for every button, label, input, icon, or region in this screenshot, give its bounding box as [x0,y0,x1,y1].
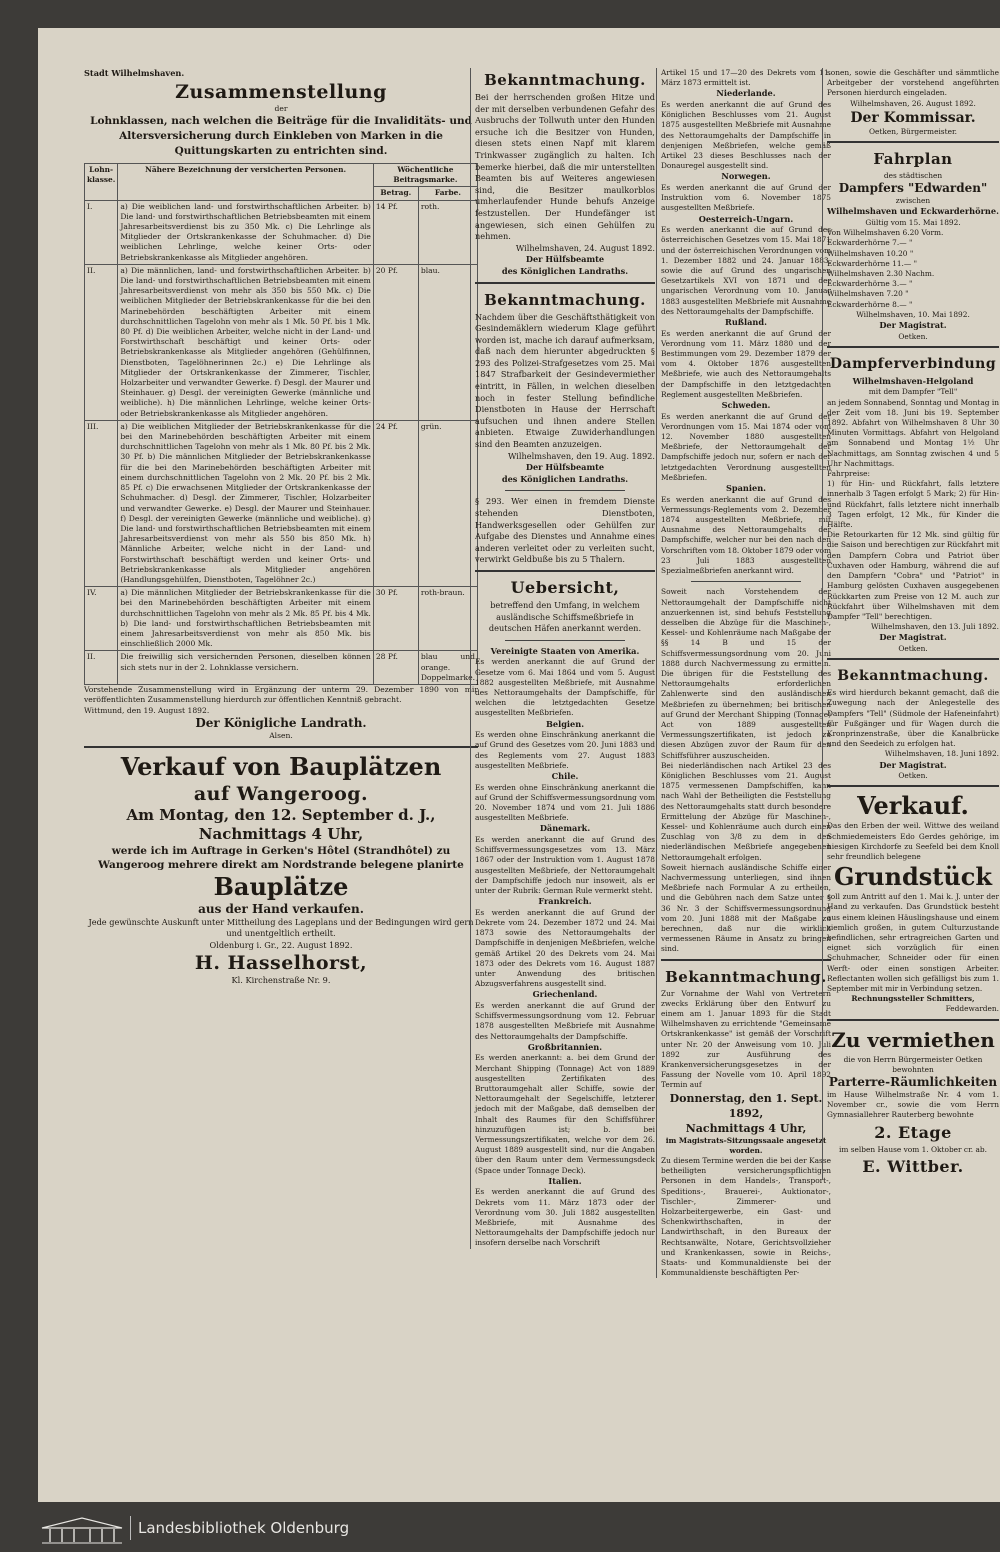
sale-time: Nachmittags 4 Uhr, [198,824,364,843]
nl-title: Niederlande. [716,88,776,99]
fp-from: Von Wilhelmshaven [827,228,901,238]
fp-from: Eckwarderhörne [827,258,890,268]
fp-time: 6.20 Vorm. [902,228,944,238]
b2-date: Wilhelmshaven, den 19. Aug. 1892. [508,450,655,461]
fp-time: 11.— " [892,258,918,268]
overview-subtitle: betreffend den Umfang, in welchem ausländische Schiffsmeßbriefe in deutschen Häfen anerkannt werden. [488,599,642,634]
column-4 [822,68,999,1179]
row-betrag: 28 Pf. [373,651,418,685]
divider [475,570,655,572]
dv-fares-head: Fahrpreise: [827,469,870,479]
p1-text: Soweit nach Vorstehendem der Nettoraumgehalt der Dampfschiffe nicht anzuerkennen ist, sind behufs Feststellung desselben die Abzüge für die Maschinen-, Kessel- und Kohlenräume nach Maßgabe der §§ 14 B und 15 der Schiffsvermessungsordnung vom 20. Juni 1888 durch Nachvermessung zu ermitteln. Die übrigen für die Feststellung des Nettoraumgehalts erforderlichen Zahlenwerte sind den ausländischen Meßbriefen zu übernehmen; bei britischen auf Grund der Merchant Shipping (Tonnage) Act von 1889 ausgestellten Vermessungszertifikaten, ist jedoch zu diesen Abzügen zuvor der Raum für den Schiffsführer auszuscheiden. [661,587,831,760]
kommissar-name: Oetken, Bürgermeister. [868,126,958,136]
th-farbe: Farbe. [418,187,477,200]
library-building-icon [40,1516,124,1544]
library-name[interactable]: Landesbibliothek Oldenburg [138,1519,350,1537]
sale-title: Verkauf von Bauplätzen [120,751,442,781]
fp-from: Eckwarderhörne [827,238,890,248]
notice-intro: Lohnklassen, nach welchen die Beiträge für die Invaliditäts- und Altersversicherung durch Einkleben von Marken in die Quittungskarten zu entrichten sind. [90,115,472,157]
b3-date: Donnerstag, den 1. Sept. 1892, [669,1091,823,1120]
divider [827,785,999,787]
row-klasse: II. [85,264,118,420]
da-title: Dänemark. [539,823,591,834]
dv-fares: 1) für Hin- und Rückfahrt, falls letztere innerhalb 3 Tagen erfolgt 5 Mark; 2) für Hin- und Rückfahrt, falls letztere nicht innerhalb 3 Tagen erfolgt, 12 Mk., für Kinder die Hälfte. [827,479,999,530]
b1-sign2: des Königlichen Landraths. [501,265,629,276]
dv-ship: mit dem Dampfer "Tell" [868,387,958,397]
row-text: a) Die männlichen Mitglieder der Betriebskrankenkasse für die bei den Marinebehörden beschäftigten Arbeiter mit einem durchschnittlichen Tagelohn von mehr als 2 Mk. 85 Pf. bis 4 Mk. b) Die land- und forstwirthschaftlichen Betriebsbeamten mit einem Jahresarbeitsverdienst von mehr als 850 Mk. bis einschließlich 2000 Mk. [118,587,374,651]
column-1 [84,68,478,987]
divider [827,658,999,660]
b1-title: Bekanntmachung. [484,71,646,89]
b2-paragraph: § 293. Wer einen in fremdem Dienste stehenden Dienstboten, Handwerksgesellen oder Gehülfen zur Aufgabe des Dienstes und Annahme eines anderen verleitet oder zu verleiten sucht, verwirkt Geldbuße bis zu 5 Thalern. [475,496,655,565]
sale-info: Jede gewünschte Auskunft unter Mittheilung des Lageplans und der Bedingungen wird gern und unentgeltlich ertheilt. [88,916,474,939]
b2-text: Nachdem über die Geschäftsthätigkeit von Gesindemäklern wiederum Klage geführt worden ist, mache ich darauf aufmerksam, daß nach dem hierunter abgedruckten § 293 des Polizei-Strafgesetzes vom 25. Mai 1847 Strafbarkeit der Gesindevermiether eintritt, in Fällen, in welchen dieselben noch in fester Stellung befindliche Dienstboten in Hause der Herrschaft aufsuchen und ihnen andere Stellen anbieten. Etwaige Zuwiderhandlungen sind den Beamten anzuzeigen. [475,311,655,450]
divider [84,746,478,748]
fp-from: Eckwarderhörne [827,299,890,309]
b3-title: Bekanntmachung. [665,967,827,986]
sale-subtitle: auf Wangeroog. [193,782,369,805]
b4-text: Es wird hierdurch bekannt gemacht, daß die Zuwegung nach der Anlegestelle des Dampfers "Tell" (Südmole der Hafeneinfahrt) für Fußgänger und für Wagen durch die Kronprinzenstraße, über die Kanalbrücke und den Seedeich zu erfolgen hat. [827,688,999,749]
th-beitrag: Wöchentliche Beitragsmarke. [373,164,477,187]
row-text: a) Die weiblichen land- und forstwirthschaftlichen Arbeiter. b) Die land- und forstwirthschaftlichen Betriebsbeamten mit einem Jahresarbeitsverdienst bis zu 350 Mk. c) Die Lehrlinge als Mitglieder der Ortskrankenkasse der Schuhmacher. d) Die weiblichen Lehrlinge, welche keiner Orts- oder Betriebskrankenkasse als Mitglieder angehören. [118,200,374,264]
notice-title: Zusammenstellung [175,80,387,103]
fp-sub: des städtischen [883,171,943,181]
p2-text: Bei niederländischen nach Artikel 23 des Königlichen Beschlusses vom 21. August 1875 vermessenen Dampfschiffen, kann nach Wahl der Betheiligten die Feststellung des Nettoraumgehalts statt durch besondere Ermittelung der Abzüge für Maschinen-, Kessel- und Kohlenräume auch durch einen Zuschlag von 3/8 zu dem in den niederländischen Meßbriefe angegebenen Nettoraumgehalt erfolgen. [661,760,831,862]
it-title: Italien. [548,1175,582,1186]
b2-sign1: Der Hülfsbeamte [525,462,605,473]
gb-text: Es werden anerkannt: a. bei dem Grund der Merchant Shipping (Tonnage) Act von 1889 ausgestellten Zertifikaten des Bruttoraumgehalt aller Schiffe, sowie der Nettoraumgehalt der Segelschiffe, letzterer jedoch mit der Maßgabe, daß demselben der Inhalt des Raumes für den Schiffsführer hinzuzufügen ist; b. bei Vermessungszertifikaten, welche vor dem 26. August 1889 ausgestellt sind, nur die Angaben über den Raum unter dem Vermessungsdeck (Space under Tonnage Deck). [475,1053,655,1175]
fp-between: zwischen [895,196,931,206]
b3-place: im Magistrats-Sitzungssaale angesetzt worden. [665,1135,827,1155]
fp-time: 3.— " [892,279,913,289]
vm-text: im Hause Wilhelmstraße Nr. 4 vom 1. November cr., sowie die vom Herrn Gymnasiallehrer Rauterberg bewohnte [827,1089,999,1120]
be-title: Belgien. [545,718,585,729]
dv-date: Wilhelmshaven, den 13. Juli 1892. [871,622,999,632]
be-text: Es werden ohne Einschränkung anerkannt die auf Grund des Gesetzes vom 20. Juni 1883 und des Reglements vom 27. August 1883 ausgestellten Meßbriefe. [475,730,655,770]
footer-bar [0,1502,1000,1552]
table-row [85,264,478,420]
list-item [827,279,999,289]
row-farbe: roth-braun. [418,587,477,651]
th-betrag: Betrag. [373,187,418,200]
list-item [827,249,999,259]
footer-separator [130,1516,131,1540]
divider [505,490,625,491]
table-row [85,651,478,685]
b4-title: Bekanntmachung. [837,668,989,685]
vk-title: Verkauf. [857,791,969,821]
ch-title: Chile. [551,770,579,781]
c3-top-text: Artikel 15 und 17—20 des Dekrets vom 11. März 1873 ermittelt ist. [661,68,831,88]
us-title: Vereinigte Staaten von Amerika. [490,645,640,656]
vk-place: Feddewarden. [945,1004,999,1014]
dv-text: an jedem Sonnabend, Sonntag und Montag in der Zeit vom 18. Juni bis 19. September 1892. Abfahrt von Wilhelmshaven 8 Uhr 30 Minuten Vormittags. Abfahrt von Helgoland am Sonnabend und Montag 1½ Uhr Nachmittags, am Sonntag zwischen 4 und 5 Uhr Nachmittags. [827,397,999,468]
fp-route: Wilhelmshaven und Eckwarderhörne. [827,206,999,217]
kommissar: Der Kommissar. [850,109,976,126]
es-text: Es werden anerkannt die auf Grund des Vermessungs-Reglements vom 2. Dezember 1874 ausgestellten Meßbriefe, mit Ausnahme des Nettoraumgehalts der Dampfschiffe, welcher nur bei den nach den Vorschriften vom 18. Oktober 1879 oder vom 23 Juli 1883 ausgestellten Spezialmeßbriefen anerkannt wird. [661,494,831,576]
divider [691,581,801,582]
fp-name: Oetken. [898,331,928,341]
list-item [827,300,999,310]
b2-sign2: des Königlichen Landraths. [501,473,629,484]
b3-text: Zur Vornahme der Wahl von Vertretern zwecks Erklärung über den Entwurf zu einem am 1. Januar 1893 für die Stadt Wilhelmshaven zu errichtende "Gemeinsame Ortskrankenkasse" ist gemäß der Vorschrift unter Nr. 20 der Anweisung vom 10. Juli 1892 zur Ausführung des Krankenversicherungsgesetzes in der Fassung der Novelle vom 10. April 1892 Termin auf [661,988,831,1090]
vk-text: Das den Erben der weil. Wittwe des weiland Schmiedemeisters Edo Gerdes gehörige, im hiesigen Kirchdorfe zu Seefeld bei dem Knoll sehr freundlich belegene [827,821,999,861]
der-label: der [274,103,288,113]
fp-valid: Gültig vom 15. Mai 1892. [865,218,961,228]
b1-text: Bei der herrschenden großen Hitze und der mit derselben verbundenen Gefahr des Ausbruchs der Tollwuth unter den Hunden ersuche ich die Besitzer von Hunden, diesen stets einen Napf mit klarem Trinkwasser zugänglich zu halten. Ich bemerke hierbei, daß die mir unterstellten Beamten bis auf Weiteres angewiesen sind, die Besitzer maulkorblos umherlaufender Hunde behufs Anzeige festzustellen. Der Hundefänger ist angewiesen, sich einen Gehülfen zu nehmen. [475,92,655,242]
fp-from: Wilhelmshaven [827,269,884,279]
it-text: Es werden anerkannt die auf Grund des Dekrets vom 11. März 1873 oder der Verordnung vom 30. Juli 1882 ausgestellten Meßbriefe, mit Ausnahme des Nettoraumgehalts der Dampfschiffe jedoch nur insofern derselbe nach Vorschrift [475,1187,655,1248]
th-bezeichnung: Nähere Bezeichnung der versicherten Personen. [118,164,374,201]
b4-name: Oetken. [898,771,928,781]
fp-date: Wilhelmshaven, 10. Mai 1892. [856,309,970,319]
sale-date: Am Montag, den 12. September d. J., [126,805,436,824]
ru-text: Es werden anerkannt die auf Grund der Verordnung vom 11. März 1880 und der Bestimmungen vom 29. Dezember 1879 der vom 4. Oktober 1876 ausgestellten Meßbriefe, wie auch des Nettoraumgehalts der Dampfschiffe in den letztgedachten Reglement ausgestellten Meßbriefen. [661,328,831,399]
no-title: Norwegen. [721,171,771,182]
vm-name: E. Wittber. [862,1156,964,1176]
sale-address: Kl. Kirchenstraße Nr. 9. [231,975,331,986]
b2-title: Bekanntmachung. [484,290,646,309]
b1-date: Wilhelmshaven, 24. August 1892. [515,242,655,253]
vk-item: Grundstück [833,862,993,892]
row-klasse: III. [85,420,118,586]
sale-place-date: Oldenburg i. Gr., 22. August 1892. [209,939,353,950]
nl-text: Es werden anerkannt die auf Grund des Königlichen Beschlusses vom 21. August 1875 ausgestellten Meßbriefe mit Ausnahme des Nettoraumgehalts der Dampfschiffe in denjenigen Meßbriefen, welche gemäß Artikel 23 dieses Beschlusses nach der Donauregel ausgestellt sind. [661,100,831,171]
closing-date: Wittmund, den 19. August 1892. [84,705,210,715]
row-text: Die freiwillig sich versichernden Personen, dieselben können sich stets nur in der 2. Lohnklasse versichern. [118,651,374,685]
fp-time: 7.20 " [886,289,909,299]
city-label: Stadt Wilhelmshaven. [84,68,185,78]
row-text: a) Die männlichen, land- und forstwirthschaftlichen Arbeiter. b) Die land- und forstwirthschaftlichen Betriebsbeamten mit einem Jahresarbeitsverdienst von mehr als 350 bis 550 Mk. c) Die weiblichen Mitglieder der Betriebskrankenkasse für die bei den Marinebehörden beschäftigten Arbeiter mit einem durchschnittlichen Tagelohn von mehr als 1 Mk. 50 Pf. bis 1 Mk. 80 Pf. d) Die weiblichen Arbeiter, welche nicht in der Land- und Forstwirthschaft beschäftigt und keiner Orts- oder Betriebskrankenkasse als Mitglieder angehören (Gehülfinnen, Dienstboten, Tagelöhnerinnen 2c.) e) Die Lehrlinge als Mitglieder der Ortskrankenkasse der Zimmerer, Tischler, Holzarbeiter und verwandter Gewerke. f) Desgl. der Maurer und Steinhauer. g) Desgl. der vereinigten Gewerke (männliche und weibliche). h) Die männlichen Lehrlinge, welche keiner Orts- oder Betriebskrankenkasse als Mitglieder angehören. [118,264,374,420]
c4-top-text: sonen, sowie die Geschäfter und sämmtliche Arbeitgeber der vorstehend angeführten Personen hierdurch eingeladen. [827,68,999,98]
row-farbe: grün. [418,420,477,586]
da-text: Es werden anerkannt die auf Grund des Schiffsvermessungsgesetzes vom 13. März 1867 oder der Instruktion vom 1. August 1878 ausgestellten Meßbriefe, der Nettoraumgehalt der Dampfschiffe jedoch nur insoweit, als er unter der Rubrik: German Rule vermerkt steht. [475,834,655,895]
row-betrag: 24 Pf. [373,420,418,586]
row-klasse: II. [85,651,118,685]
fp-sign: Der Magistrat. [879,320,947,331]
row-klasse: IV. [85,587,118,651]
vk-more: soll zum Antritt auf den 1. Mai k. J. unter der Hand zu verkaufen. Das Grundstück besteht aus einem kleinen Häuslingshause und einem ziemlich großen, in gutem Culturzustande befindlichen, sehr ertragreichen Garten und eignet sich vorzüglich für einen Schuhmacher, Schneider oder für einen Werft- oder einen sonstigen Arbeiter. Reflectanten wollen sich gefälligst bis zum 1. September mit mir in Verbindung setzen. [827,892,999,993]
b4-sign: Der Magistrat. [879,759,947,770]
fp-time: 10.20 " [886,248,914,258]
b3-more: Zu diesem Termine werden die bei der Kasse betheiligten versicherungspflichtigen Personen in dem Handels-, Transport-, Speditions-, Brauerei-, Auktionator-, Tischler-, Zimmerer- und Holzarbeitergewerbe, ein Gast- und Schenkwirthschaften, in der Landwirthschaft, in den Bureaux der Rechtsanwälte, Notare, Gerichtsvollzieher und Krankenkassen, sowie in Reichs-, Staats- und Kommunaldienste bei der Kommunaldienste beschäftigten Per- [661,1156,831,1278]
c4-top-date: Wilhelmshaven, 26. August 1892. [850,98,976,108]
fp-from: Eckwarderhörne [827,279,890,289]
at-title: Oesterreich-Ungarn. [698,213,794,224]
list-item [827,289,999,299]
list-item [827,238,999,248]
table-row [85,420,478,586]
vm-etage: 2. Etage [874,1122,952,1142]
wage-class-table [84,163,478,685]
vm-title: Zu vermiethen [831,1027,995,1052]
sale-hand: aus der Hand verkaufen. [198,901,364,916]
list-item [827,259,999,269]
divider [505,640,625,641]
dv-route: Wilhelmshaven-Helgoland [852,375,974,386]
list-item [827,228,999,238]
table-row [85,587,478,651]
closing-signer-name: Alsen. [269,731,293,741]
vm-item: Parterre-Räumlichkeiten [828,1074,998,1089]
fr-title: Frankreich. [538,896,592,907]
fp-from: Wilhelmshaven [827,248,884,258]
divider [827,141,999,143]
es-title: Spanien. [725,483,767,494]
p3-text: Soweit hiernach ausländische Schiffe einer Nachvermessung unterliegen, sind ihnen Meßbriefe nach Formular A zu ertheilen, und die Gebühren nach dem Satze unter § 36 Nr. 3 der Schiffsvermessungsordnung vom 20. Juni 1888 mit der Maßgabe zu berechnen, daß nur die wirklich vermessenen Räume in Ansatz zu bringen sind. [661,862,831,954]
row-farbe: blau und orange. Doppelmarke. [418,651,477,685]
row-betrag: 14 Pf. [373,200,418,264]
ch-text: Es werden ohne Einschränkung anerkannt die auf Grund der Schiffsvermessungsordnung vom 20. November 1874 und vom 21. Juli 1886 ausgestellten Meßbriefe. [475,782,655,823]
b1-sign1: Der Hülfsbeamte [525,254,605,265]
divider [475,282,655,284]
sale-name: H. Hasselhorst, [194,952,368,975]
column-2 [470,68,655,1249]
vm-etage-text: im selben Hause vom 1. Oktober cr. ab. [839,1144,987,1154]
sale-body: werde ich im Auftrage in Gerken's Hôtel (Strandhôtel) zu Wangeroog mehrere direkt am Nordstrande belegene planirte [98,844,464,871]
at-text: Es werden anerkannt die auf Grund des österreichischen Gesetzes vom 15. Mai 1871 und der österreichischen Verordnungen vom 1. Dezember 1882 und 24. Januar 1883, sowie die auf Grund des ungarischen Gesetzartikels XVI von 1871 und der ungarischen Verordnung vom 10. Januar 1883 ausgestellten Meßbriefe mit Ausnahme des Nettoraumgehalts der Dampfschiffe. [661,225,831,316]
fp-time: 8.— " [892,299,913,309]
b3-time: Nachmittags 4 Uhr, [685,1121,807,1135]
row-klasse: I. [85,200,118,264]
fr-text: Es werden anerkannt die auf Grund der Dekrete vom 24. Dezember 1872 und 24. Mai 1873 sowie des Nettoraumgehalts der Dampfschiffe in denjenigen Meßbriefen, welche gemäß Artikel 20 des Dekrets vom 24. Mai 1873 oder des Dekrets vom 16. August 1887 unter Anwendung des britischen Abzugsverfahrens ausgestellt sind. [475,907,655,989]
b4-date: Wilhelmshaven, 18. Juni 1892. [884,749,999,759]
divider [827,1019,999,1021]
sale-item: Bauplätze [213,871,349,901]
list-item [827,269,999,279]
row-betrag: 30 Pf. [373,587,418,651]
divider [661,959,831,961]
overview-title: Uebersicht, [510,577,620,597]
no-text: Es werden anerkannt die auf Grund der Instruktion vom 6. November 1875 ausgestellten Meßbriefe. [661,183,831,213]
us-text: Es werden anerkannt die auf Grund der Gesetze vom 6. Mai 1864 und vom 5. August 1882 ausgestellten Meßbriefe, mit Ausnahme des Nettoraumgehalts der Dampfschiffe, für welchen die letztgedachten Gesetze ausgestellten Meßbriefen. [475,657,655,718]
dv-sign: Der Magistrat. [879,632,947,643]
gr-title: Griechenland. [532,989,598,1000]
row-text: a) Die weiblichen Mitglieder der Betriebskrankenkasse für die bei den Marinebehörden beschäftigten Arbeiter mit einem durchschnittlichen Tagelohn von mehr als 1 Mk. 80 Pf. bis 2 Mk. 30 Pf. b) Die männlichen Mitglieder der Betriebskrankenkasse für die bei den Marinebehörden beschäftigten Arbeiter mit einem durchschnittlichen Tagelohn von 2 Mk. 20 Pf. bis 2 Mk. 85 Pf. c) Die erwachsenen Mitglieder der Ortskrankenkasse der Schuhmacher. d) Desgl. der Zimmerer, Tischler, Holzarbeiter und verwandter Gewerke. e) Desgl. der Maurer und Steinhauer. f) Desgl. der vereinigten Gewerke (männliche und weibliche). g) Die land- und forstwirthschaftlichen Betriebsbeamten mit einem Jahresarbeitsverdienst von mehr als 550 bis 850 Mk. h) Männliche Arbeiter, welche nicht in der Land- und Forstwirthschaft beschäftigt werden und keiner Orts- und Betriebskrankenkasse als Mitglieder angehören (Handlungsgehülfen, Dienstboten, Tagelöhner 2c.) [118,420,374,586]
table-row [85,200,478,264]
row-farbe: blau. [418,264,477,420]
closing-signer: Der Königliche Landrath. [195,716,367,731]
gb-title: Großbritannien. [527,1041,603,1052]
dv-name: Oetken. [898,643,928,653]
fp-title: Fahrplan [873,150,953,169]
ru-title: Rußland. [725,317,767,328]
fp-time: 2.30 Nachm. [886,269,935,279]
column-3 [656,68,831,1278]
row-farbe: roth. [418,200,477,264]
se-text: Es werden anerkannt die auf Grund der Verordnungen vom 15. Mai 1874 oder vom 12. November 1880 ausgestellten Meßbriefe, der Nettoraumgehalt der Dampfschiffe jedoch nur, sofern er nach der letztgedachten Verordnung ausgestellten Meßbriefen. [661,411,831,482]
th-lohnklasse: Lohn-klasse. [85,164,118,201]
fp-timetable [827,228,999,310]
fp-time: 7.— " [892,238,913,248]
fp-ship: Dampfers "Edwarden" [838,181,988,196]
vk-sign: Rechnungssteller Schmitters, [851,994,975,1004]
row-betrag: 20 Pf. [373,264,418,420]
divider [827,346,999,348]
closing-text: Vorstehende Zusammenstellung wird in Ergänzung der unterm 29. Dezember 1890 von mir veröffentlichten Zusammenstellung hierdurch zur öffentlichen Kenntniß gebracht. [84,684,478,705]
vm-sub: die von Herrn Bürgermeister Oetken bewohnten [843,1054,983,1074]
newspaper-page [38,28,1000,1502]
fp-from: Wilhelmshaven [827,289,884,299]
dv-more: Die Retourkarten für 12 Mk. sind gültig für die Saison und berechtigen zur Rückfahrt mit den Dampfern Cobra und Patriot über Cuxhaven oder Hamburg, während die auf den Dampfern "Cobra" und "Patriot" in Hamburg gelösten Cuxhaven ausgegebenen Rückkarten zum Preise von 12 M. auch zur Rückfahrt über Wilhelmshaven mit dem Dampfer "Tell" berechtigen. [827,530,999,621]
dv-title: Dampferverbindung [829,355,997,372]
gr-text: Es werden anerkannt die auf Grund der Schiffsvermessungsordnung vom 12. Februar 1878 ausgestellten Meßbriefe mit Ausnahme des Nettoraumgehalts der Dampfschiffe. [475,1001,655,1041]
se-title: Schweden. [721,400,771,411]
